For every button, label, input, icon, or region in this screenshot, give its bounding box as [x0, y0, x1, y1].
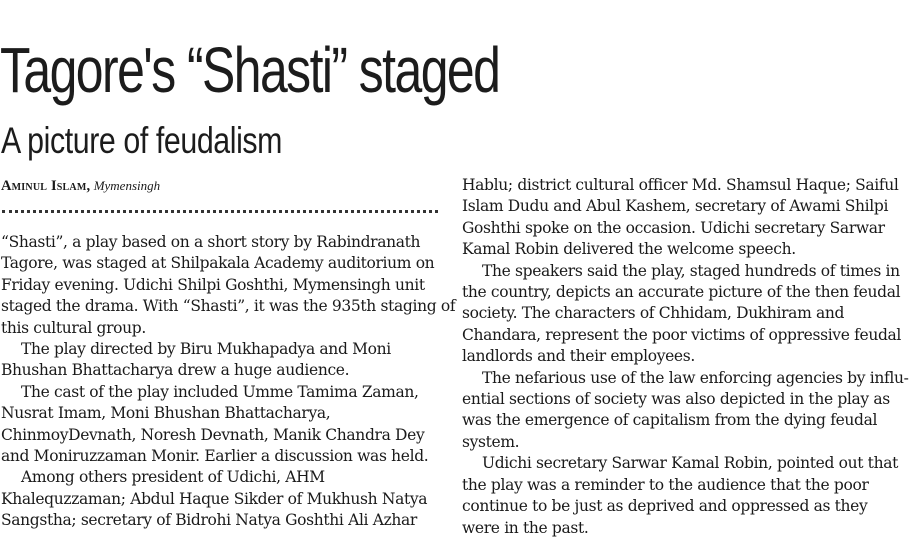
text-line: this cultural group.	[1, 318, 146, 337]
text-line: ChinmoyDevnath, Noresh Devnath, Manik Chandra Dey	[1, 425, 425, 444]
text-line: system.	[462, 432, 520, 451]
headline: Tagore's “Shasti” staged	[0, 34, 500, 106]
text-line: the play was a reminder to the audience that the poor	[462, 475, 869, 494]
text-line: Friday evening. Udichi Shilpi Goshthi, Mymensingh unit	[1, 275, 425, 294]
byline	[1, 176, 160, 196]
text-line: society. The characters of Chhidam, Dukhiram and	[462, 304, 845, 323]
subheadline: A picture of feudalism	[1, 120, 283, 161]
text-line: Tagore, was staged at Shilpakala Academy auditorium on	[1, 254, 435, 273]
text-line: were in the past.	[462, 518, 589, 537]
text-line: staged the drama. With “Shasti”, it was the 935th staging of	[1, 297, 456, 316]
text-line: “Shasti”, a play based on a short story by Rabindranath	[1, 233, 421, 251]
text-line: continue to be just as deprived and oppressed as they	[462, 497, 868, 516]
text-line: was the emergence of capitalism from the dying feudal	[462, 411, 878, 430]
text-line: Among others president of Udichi, AHM	[21, 468, 325, 487]
text-line: Chandara, represent the poor victims of oppressive feudal	[462, 325, 902, 344]
text-line: The play directed by Biru Mukhapadya and Moni	[21, 340, 391, 359]
text-line: Islam Dudu and Abul Kashem, secretary of Awami Shilpi	[462, 197, 889, 216]
text-line: The cast of the play included Umme Tamima Zaman,	[21, 382, 419, 401]
text-line: landlords and their employees.	[462, 347, 695, 366]
byline-author: Aminul Islam,	[1, 178, 91, 194]
article-column-right	[462, 175, 910, 539]
text-line: Sangstha; secretary of Bidrohi Natya Goshthi Ali Azhar	[1, 511, 417, 530]
text-line: Khalequzzaman; Abdul Haque Sikder of Mukhush Natya	[1, 489, 428, 508]
byline-location: Mymensingh	[93, 178, 161, 193]
text-line: Udichi secretary Sarwar Kamal Robin, pointed out that	[482, 454, 898, 473]
text-line: Hablu; district cultural officer Md. Shamsul Haque; Saiful	[462, 176, 899, 194]
article-column-left	[1, 232, 456, 532]
text-line: The speakers said the play, staged hundreds of times in	[482, 261, 900, 280]
text-line: Nusrat Imam, Moni Bhushan Bhattacharya,	[1, 404, 331, 423]
text-line: The nefarious use of the law enforcing agencies by influ-	[482, 368, 909, 387]
text-line: Kamal Robin delivered the welcome speech.	[462, 240, 796, 259]
text-line: the country, depicts an accurate picture of the then feudal	[462, 283, 901, 302]
text-line: and Moniruzzaman Monir. Earlier a discussion was held.	[1, 447, 429, 466]
text-line: Goshthi spoke on the occasion. Udichi secretary Sarwar	[462, 218, 885, 237]
dotted-divider	[2, 210, 438, 213]
text-line: Bhushan Bhattacharya drew a huge audience.	[1, 361, 350, 380]
text-line: ential sections of society was also depicted in the play as	[462, 390, 890, 409]
